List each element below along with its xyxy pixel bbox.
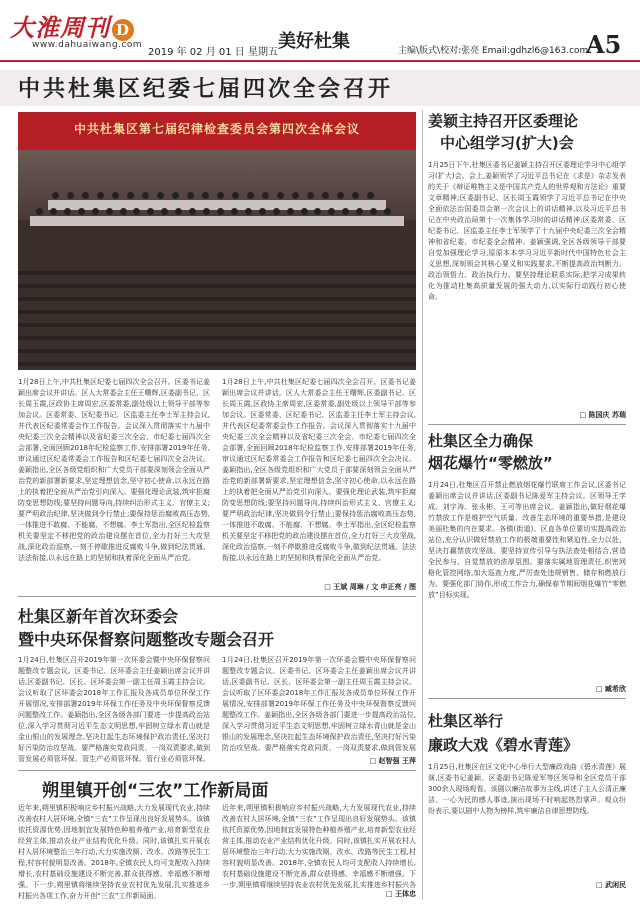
meeting-photo (18, 112, 416, 370)
newspaper-logo: 大淮周刊 D (10, 8, 134, 43)
story6-byline: □ 武闲民 (595, 881, 626, 889)
seated-figure (247, 192, 254, 199)
story3-col2: 近年来,朔里镇积极响应乡村振兴战略,大力发展现代农业,持续改善农村人居环境,全镇“三农”工作呈现出良好发展势头。该镇依托资源优势,因地制宜发展特色种植养殖产业,培育新型农业经营主体,推动农业产业结构优化升级。同时,该镇扎实开展农村人居环境整治三年行动,大力实施改厕、改水、改路等民生工程,村容村貌明显改善。2018年,全镇农民人均可支配收入持续增长,农村基础设施建设不断完善,群众获得感、幸福感不断增强。下一步,朔里镇将继续坚持农业农村优先发展,扎实推进乡村振兴各 (222, 804, 416, 889)
seated-figure (277, 192, 284, 199)
story5-headline-2: 烟花爆竹“零燃放” (428, 454, 553, 472)
seated-figure (301, 208, 308, 215)
seated-figure (64, 208, 71, 215)
seated-figure (231, 208, 238, 215)
divider (18, 770, 416, 771)
lead-byline: □ 王斌 周琳 / 文 申正亮 / 图 (324, 583, 416, 591)
story2-byline: □ 赵智强 王萍 (369, 757, 416, 765)
divider (428, 424, 626, 425)
story6-headline-1: 杜集区举行 (428, 712, 504, 730)
seated-figure (157, 192, 164, 199)
editor-credits: 主编\版式\校对:张亮 Email:gdhzl6@163.com (398, 46, 589, 56)
seated-figure (202, 192, 209, 199)
seated-figure (142, 192, 149, 199)
audience-rows (18, 262, 416, 370)
seated-figure (384, 208, 391, 215)
story5-body: 1月24日,杜集区召开禁止燃放烟花爆竹联席工作会议,区委书记姜颖出席会议并讲话,区委副书记陈爱军主持会议。区领导王学成、刘宇涛、张永彬、王可等出席会议。姜颖指出,做好烟花爆竹禁放工作是维护空气质量、改善生态环境的重要举措,是建设美丽杜集的内在要求。各镇(街道)、区直各单位要切实提高政治站位,充分认识做好禁放工作的极端重要性和紧迫性,全力以赴、坚决打赢禁放攻坚战。要坚持宣传引导与执法查处相结合,营造全民参与、自觉禁放的浓厚氛围。要落实属地管理责任,织密网格化管控网络,加大巡查力度,严厉查处违规销售、储存和燃放行为。要强化部门协作,形成工作合力,确保春节期间烟花爆竹“零燃放”目标实现。 (428, 481, 626, 599)
seated-figure (367, 192, 374, 199)
seated-figure (112, 192, 119, 199)
story2-headline-2: 暨中央环保督察问题整改专题会召开 (18, 630, 275, 649)
website-url: www.dahuaiwang.com (32, 40, 143, 50)
story4-headline-1: 姜颖主持召开区委理论 (428, 112, 579, 130)
seated-figure (127, 192, 134, 199)
seated-figure (120, 208, 127, 215)
seated-figure (287, 208, 294, 215)
issue-date: 2019 年 02 月 01 日 星期五 (148, 47, 278, 58)
seated-figure (203, 208, 210, 215)
seated-figure (273, 208, 280, 215)
divider (18, 596, 416, 597)
lead-article-col2: 1月28日上午,中共杜集区纪委七届四次全会召开。区委书记姜颖出席会议并讲话。区人大常委会主任王曙辉,区委副书记、区长周玉霞,区政协主席周宏,区委常委,副处级以上领导干部等参加会议。区委常委、区纪委书记、区监委主任李士军主持会议,并代表区纪委常委会作工作报告。会议深入贯彻落实十九届中央纪委三次全会精神以及省纪委三次全会、市纪委七届四次全会部署,全面回顾2018年纪检监察工作,安排部署2019年任务,审议通过区纪委常委会工作报告和区纪委七届四次全会决议。姜颖指出,全区各级党组织和广大党员干部要深刻领会全面从严治党的新部署新要求,坚定理想信念,坚守初心使命,以永远在路上的执着把全面从严治党引向深入。要强化理论武装,筑牢拒腐防变思想防线;要坚持问题导向,持续纠治形式主义、官僚主义;要严明政治纪律,坚决做到令行禁止;要保持惩治腐败高压态势,一体推进不敢腐、不能腐、不想腐。李士军指出,全区纪检监察机关要坚定不移把党的政治建设摆在首位,全力打好三大攻坚战,深化政治巡察,一刻不停歇推进反腐败斗争,做到纪法贯通、法法衔接,以永远在路上的坚韧和执着深化全面从严治党。 (222, 378, 416, 562)
seated-figure (106, 208, 113, 215)
masthead (0, 0, 640, 62)
presidium-table-front (30, 216, 404, 226)
seated-figure (97, 192, 104, 199)
seated-figure (217, 208, 224, 215)
seated-figure (78, 208, 85, 215)
seated-figure (259, 208, 266, 215)
seated-figure (172, 192, 179, 199)
seated-figure (82, 192, 89, 199)
seated-figure (67, 192, 74, 199)
story4-headline-2: 中心组学习(扩大)会 (440, 134, 574, 152)
page-number: A5 (586, 30, 622, 59)
lead-headline: 中共杜集区纪委七届四次全会召开 (18, 77, 394, 102)
column-divider (422, 110, 423, 900)
seated-figure (245, 208, 252, 215)
story4-byline: □ 陈国庆 苏瑞 (579, 411, 626, 419)
logo-badge-icon: D (112, 19, 134, 41)
story6-body: 1月25日,杜集区在区文化中心举行大型廉政戏曲《碧水青莲》展演,区委书记姜颖、区委副书记陈爱军等区领导和全区党员干部300余人现场观看。该剧以廉洁故事为主线,讲述了主人公清正廉洁、一心为民的感人事迹,演出现场不时响起热烈掌声。观众纷纷表示,要以剧中人物为榜样,筑牢廉洁自律思想防线。 (428, 763, 626, 815)
seated-figure (36, 208, 43, 215)
seated-figure (322, 192, 329, 199)
seated-figure (50, 208, 57, 215)
seated-figure (92, 208, 99, 215)
seated-figure (307, 192, 314, 199)
seated-figure (352, 192, 359, 199)
story3-headline: 朔里镇开创“三农”工作新局面 (42, 781, 269, 801)
seated-figure (217, 192, 224, 199)
photo-banner-text: 中共杜集区第七届纪律检查委员会第四次全体会议 (73, 122, 360, 136)
story4-body: 1月25日下午,杜集区委书记姜颖主持召开区委理论学习中心组学习(扩大)会。会上,姜颖领学了习近平总书记在《求是》杂志发表的关于《辩证唯物主义是中国共产党人的世界观和方法论》重要文章精神;区委副书记、区长周玉霞领学了习近平总书记在中央全面依法治国委员会第一次会议上的讲话精神,以及习近平总书记在中央政治局第十一次集体学习时的讲话精神;区委常委、区纪委书记、区监委主任李士军领学了十九届中央纪委三次全会精神和省纪委、市纪委全会精神。姜颖强调,全区各级领导干部要自觉加强理论学习,原原本本学习习近平新时代中国特色社会主义思想,深刻领会其核心要义和实践要求,不断提高政治判断力、政治领悟力、政治执行力。要坚持理论联系实际,把学习成果转化为推动杜集高质量发展的强大动力,以实际行动践行初心使命。 (428, 161, 626, 301)
seated-figure (187, 192, 194, 199)
lead-article-col1: 1月28日上午,中共杜集区纪委七届四次全会召开。区委书记姜颖出席会议并讲话。区人大常委会主任王曙辉,区委副书记、区长周玉霞,区政协主席周宏,区委常委,副处级以上领导干部等参加会议。区委常委、区纪委书记、区监委主任李士军主持会议,并代表区纪委常委会作工作报告。会议深入贯彻落实十九届中央纪委三次全会精神以及省纪委三次全会、市纪委七届四次全会部署,全面回顾2018年纪检监察工作,安排部署2019年任务,审议通过区纪委常委会工作报告和区纪委七届四次全会决议。姜颖指出,全区各级党组织和广大党员干部要深刻领会全面从严治党的新部署新要求,坚定理想信念,坚守初心使命,以永远在路上的执着把全面从严治党引向深入。要强化理论武装,筑牢拒腐防变思想防线;要坚持问题导向,持续纠治形式主义、官僚主义;要严明政治纪律,坚决做到令行禁止;要保持惩治腐败高压态势,一体推进不敢腐、不能腐、不想腐。李士军指出,全区纪检监察机关要坚定不移把党的政治建设摆在首位,全力打好三大攻坚战,深化政治巡察,一刻不停歇推进反腐败斗争,做到纪法贯通、法法衔接,以永远在路上的坚韧和执着深化全面从严治党。 (18, 378, 210, 562)
story3-col1: 近年来,朔里镇积极响应乡村振兴战略,大力发展现代农业,持续改善农村人居环境,全镇“三农”工作呈现出良好发展势头。该镇依托资源优势,因地制宜发展特色种植养殖产业,培育新型农业经营主体,推动农业产业结构优化升级。同时,该镇扎实开展农村人居环境整治三年行动,大力实施改厕、改水、改路等民生工程,村容村貌明显改善。2018年,全镇农民人均可支配收入持续增长,农村基础设施建设不断完善,群众获得感、幸福感不断增强。下一步,朔里镇将继续坚持农业农村优先发展,扎实推进乡村振兴各项工作,奋力开创“三农”工作新局面。 (18, 804, 210, 899)
seated-figure (52, 192, 59, 199)
story5-headline-1: 杜集区全力确保 (428, 432, 534, 450)
story3-byline: □ 王体忠 (385, 890, 416, 898)
story5-byline: □ 臧希欣 (595, 685, 626, 693)
seated-figure (232, 192, 239, 199)
story2-col2: 1月24日,杜集区召开2019年第一次环委会暨中央环保督察问题整改专题会议。区委书记、区环委会主任姜颖出席会议并讲话,区委副书记、区长、区环委会第一副主任周玉霞主持会议。会议听取了区环委会2018年工作汇报及各成员单位环保工作开展情况,安排部署2019年环保工作任务及中央环保督察反馈问题整改工作。姜颖指出,全区各级各部门要进一步提高政治站位,深入学习贯彻习近平生态文明思想,牢固树立绿水青山就是金山银山的发展理念,坚决扛起生态环境保护政治责任,坚决打好污染防治攻坚战。要严格落实党政同责、一岗双责要求,做到管发展 (222, 656, 416, 752)
story6-headline-2: 廉政大戏《碧水青莲》 (428, 736, 579, 754)
seated-figure (262, 192, 269, 199)
divider (428, 698, 626, 699)
section-title: 美好杜集 (278, 31, 350, 52)
story2-col1: 1月24日,杜集区召开2019年第一次环委会暨中央环保督察问题整改专题会议。区委书记、区环委会主任姜颖出席会议并讲话,区委副书记、区长、区环委会第一副主任周玉霞主持会议。会议听取了区环委会2018年工作汇报及各成员单位环保工作开展情况,安排部署2019年环保工作任务及中央环保督察反馈问题整改工作。姜颖指出,全区各级各部门要进一步提高政治站位,深入学习贯彻习近平生态文明思想,牢固树立绿水青山就是金山银山的发展理念,坚决扛起生态环境保护政治责任,坚决打好污染防治攻坚战。要严格落实党政同责、一岗双责要求,做到管发展必须管环保、管生产必须管环保、管行业必须管环保。 (18, 656, 210, 763)
story2-headline-1: 杜集区新年首次环委会 (18, 607, 179, 626)
seated-figure (337, 192, 344, 199)
seated-figure (292, 192, 299, 199)
